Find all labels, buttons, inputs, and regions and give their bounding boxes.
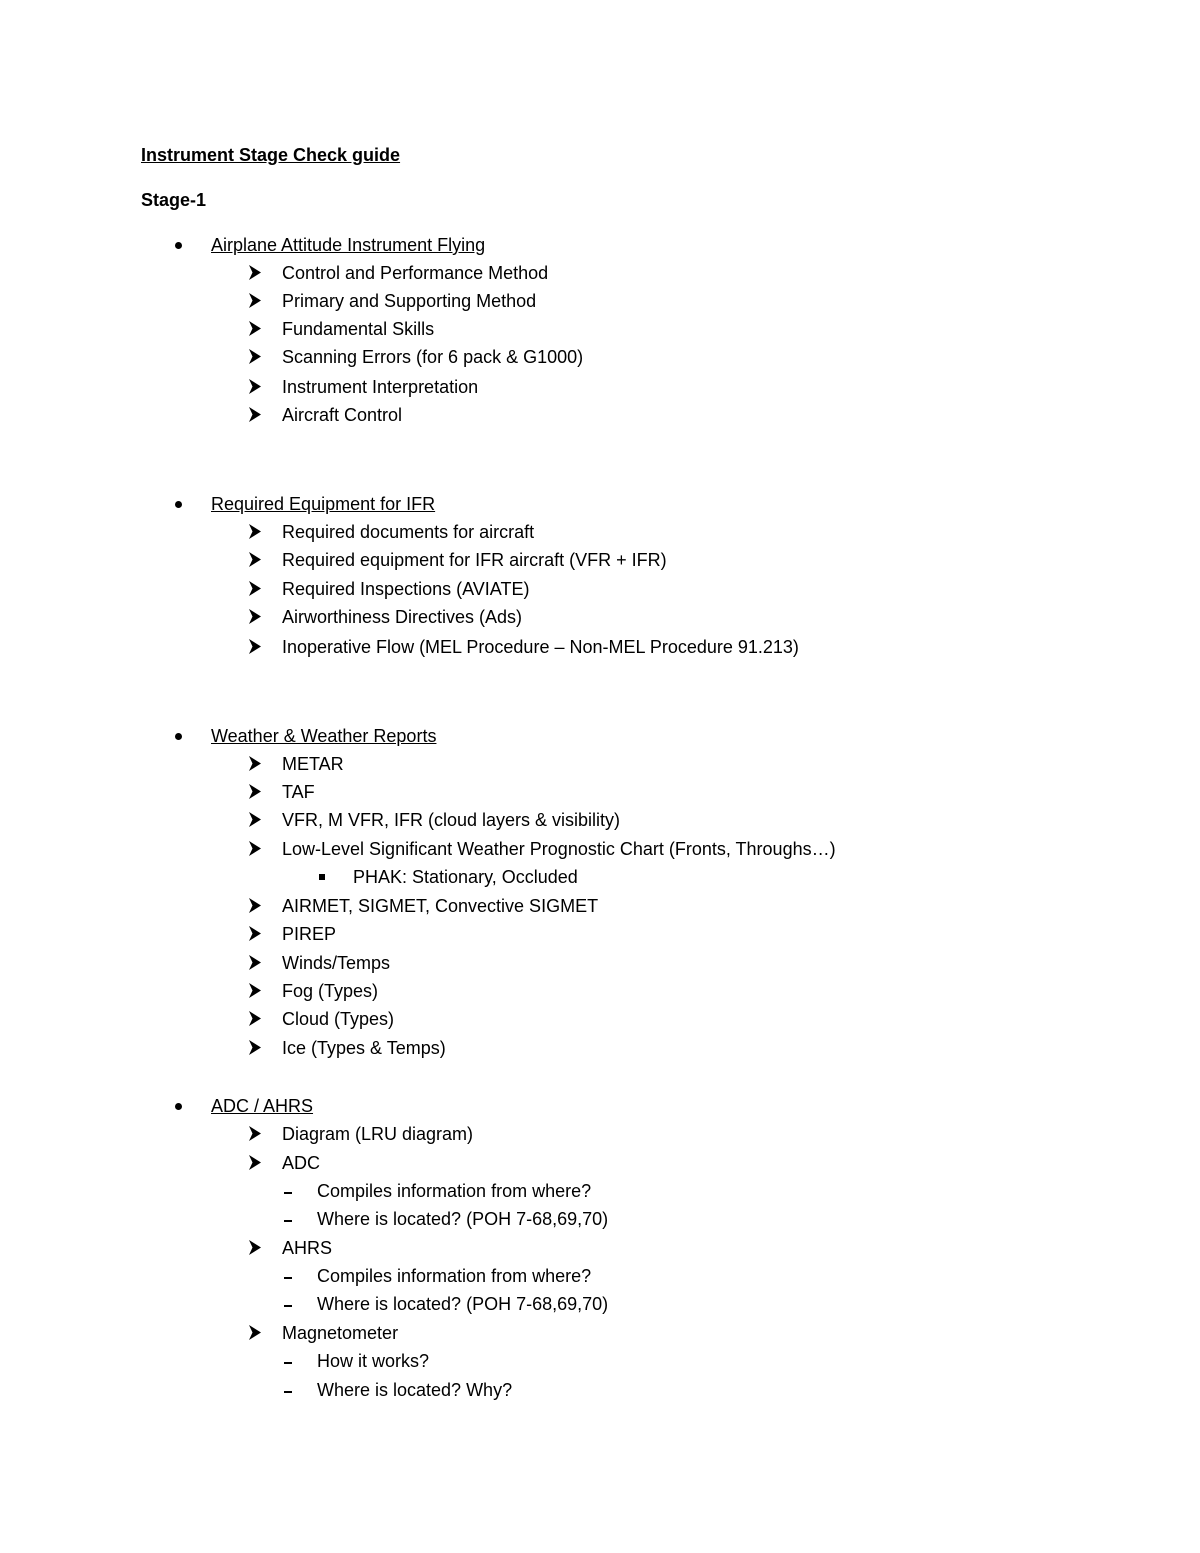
list-item-label: Fog (Types) bbox=[282, 981, 379, 1001]
list-item-label: Instrument Interpretation bbox=[282, 377, 479, 397]
arrow-bullet-icon bbox=[249, 552, 261, 567]
list-item-label: Cloud (Types) bbox=[282, 1009, 395, 1029]
arrow-bullet-icon bbox=[249, 784, 261, 799]
arrow-bullet-icon bbox=[249, 1011, 261, 1026]
arrow-bullet-icon bbox=[249, 1155, 261, 1170]
bullet-dot-icon bbox=[175, 501, 182, 508]
arrow-bullet-icon bbox=[249, 407, 261, 422]
stage-heading: Stage-1 bbox=[141, 190, 207, 210]
list-item-label: Aircraft Control bbox=[282, 405, 403, 425]
document-title: Instrument Stage Check guide bbox=[141, 145, 401, 165]
dash-bullet-icon bbox=[284, 1362, 292, 1364]
list-item-label: METAR bbox=[282, 754, 344, 774]
section-label: Required Equipment for IFR bbox=[211, 494, 436, 514]
list-subitem-label: Where is located? Why? bbox=[317, 1380, 513, 1400]
arrow-bullet-icon bbox=[249, 812, 261, 827]
list-item-label: AIRMET, SIGMET, Convective SIGMET bbox=[282, 896, 599, 916]
list-subitem-label: Compiles information from where? bbox=[317, 1181, 592, 1201]
arrow-bullet-icon bbox=[249, 1040, 261, 1055]
arrow-bullet-icon bbox=[249, 639, 261, 654]
dash-bullet-icon bbox=[284, 1277, 292, 1279]
list-item-label: Inoperative Flow (MEL Procedure – Non-MEL Procedure 91.213) bbox=[282, 637, 799, 657]
arrow-bullet-icon bbox=[249, 955, 261, 970]
arrow-bullet-icon bbox=[249, 581, 261, 596]
list-item-label: Required documents for aircraft bbox=[282, 522, 535, 542]
dash-bullet-icon bbox=[284, 1391, 292, 1393]
arrow-bullet-icon bbox=[249, 756, 261, 771]
arrow-bullet-icon bbox=[249, 293, 261, 308]
list-item-label: PIREP bbox=[282, 924, 337, 944]
dash-bullet-icon bbox=[284, 1192, 292, 1194]
list-subitem-label: How it works? bbox=[317, 1351, 430, 1371]
arrow-bullet-icon bbox=[249, 841, 261, 856]
list-subitem-label: Where is located? (POH 7-68,69,70) bbox=[317, 1209, 609, 1229]
list-item-label: Control and Performance Method bbox=[282, 263, 549, 283]
list-item-label: Magnetometer bbox=[282, 1323, 399, 1343]
section-label: ADC / AHRS bbox=[211, 1096, 314, 1116]
list-item-label: VFR, M VFR, IFR (cloud layers & visibility) bbox=[282, 810, 621, 830]
arrow-bullet-icon bbox=[249, 1325, 261, 1340]
list-item-label: Winds/Temps bbox=[282, 953, 391, 973]
bullet-dot-icon bbox=[175, 242, 182, 249]
section-label: Weather & Weather Reports bbox=[211, 726, 437, 746]
dash-bullet-icon bbox=[284, 1220, 292, 1222]
arrow-bullet-icon bbox=[249, 524, 261, 539]
list-item-label: Scanning Errors (for 6 pack & G1000) bbox=[282, 347, 584, 367]
list-item-label: Required equipment for IFR aircraft (VFR + IFR) bbox=[282, 550, 667, 570]
list-item-label: Low-Level Significant Weather Prognostic Chart (Fronts, Throughs…) bbox=[282, 839, 836, 859]
arrow-bullet-icon bbox=[249, 609, 261, 624]
arrow-bullet-icon bbox=[249, 1240, 261, 1255]
arrow-bullet-icon bbox=[249, 321, 261, 336]
list-subitem-label: Compiles information from where? bbox=[317, 1266, 592, 1286]
list-item-label: Ice (Types & Temps) bbox=[282, 1038, 446, 1058]
square-bullet-icon bbox=[319, 874, 325, 880]
arrow-bullet-icon bbox=[249, 349, 261, 364]
arrow-bullet-icon bbox=[249, 1126, 261, 1141]
list-item-label: Airworthiness Directives (Ads) bbox=[282, 607, 523, 627]
arrow-bullet-icon bbox=[249, 898, 261, 913]
list-item-label: Primary and Supporting Method bbox=[282, 291, 537, 311]
dash-bullet-icon bbox=[284, 1305, 292, 1307]
section-label: Airplane Attitude Instrument Flying bbox=[211, 235, 486, 255]
arrow-bullet-icon bbox=[249, 379, 261, 394]
list-item-label: Fundamental Skills bbox=[282, 319, 435, 339]
arrow-bullet-icon bbox=[249, 926, 261, 941]
list-item-label: ADC bbox=[282, 1153, 321, 1173]
list-item-label: Required Inspections (AVIATE) bbox=[282, 579, 530, 599]
bullet-dot-icon bbox=[175, 1103, 182, 1110]
arrow-bullet-icon bbox=[249, 265, 261, 280]
list-subitem-label: Where is located? (POH 7-68,69,70) bbox=[317, 1294, 609, 1314]
list-subitem-label: PHAK: Stationary, Occluded bbox=[353, 867, 578, 887]
list-item-label: Diagram (LRU diagram) bbox=[282, 1124, 474, 1144]
list-item-label: AHRS bbox=[282, 1238, 333, 1258]
bullet-dot-icon bbox=[175, 733, 182, 740]
arrow-bullet-icon bbox=[249, 983, 261, 998]
list-item-label: TAF bbox=[282, 782, 315, 802]
